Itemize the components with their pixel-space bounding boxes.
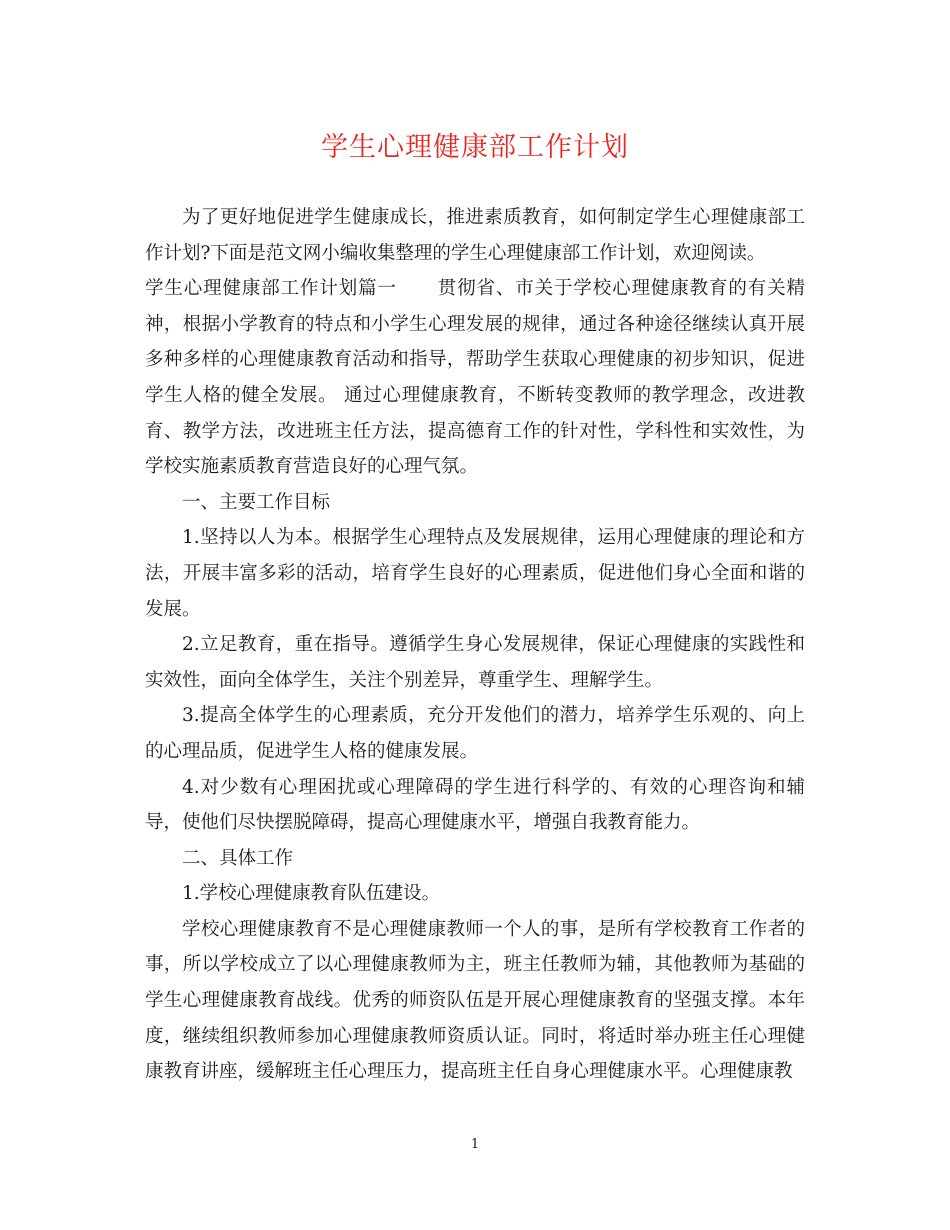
- part1-heading: 一、主要工作目标: [182, 491, 331, 513]
- work1-paragraph: 学校心理健康教育不是心理健康教师一个人的事，是所有学校教育工作者的事，所以学校成立了以心理健康教师为主，班主任教师为辅，其他教师为基础的学生心理健康教育战线。优秀的师资队伍是开展心理健康教育的坚强支撑。本年度，继续组织教师参加心理健康教师资质认证。同时，将适时举办班主任心理健康教育讲座，缓解班主任心理压力，提高班主任自身心理健康水平。心理健康教: [145, 918, 805, 1083]
- goal-2: 2.立足教育，重在指导。遵循学生身心发展规律，保证心理健康的实践性和实效性，面向全体学生，关注个别差异，尊重学生、理解学生。: [145, 634, 805, 691]
- section-heading: 学生心理健康部工作计划篇一: [145, 278, 397, 300]
- section-paragraph: [145, 271, 805, 485]
- intro-paragraph: 为了更好地促进学生健康成长，推进素质教育，如何制定学生心理健康部工作计划?下面是范文网小编收集整理的学生心理健康部工作计划，欢迎阅读。: [145, 207, 805, 264]
- section-lead-text: 贯彻省、市关于学校心理健康教育的有关精神，根据小学教育的特点和小学生心理发展的规律，通过各种途径继续认真开展多种多样的心理健康教育活动和指导，帮助学生获取心理健康的初步知识，促进学生人格的健全发展。 通过心理健康教育，不断转变教师的教学理念，改进教育、教学方法，改进班主任方法，提高德育工作的针对性，学科性和实效性，为学校实施素质教育营造良好的心理气氛。: [145, 278, 805, 478]
- goal-1: 1.坚持以人为本。根据学生心理特点及发展规律，运用心理健康的理论和方法，开展丰富多彩的活动，培育学生良好的心理素质，促进他们身心全面和谐的发展。: [145, 527, 805, 620]
- part2-heading: 二、具体工作: [182, 847, 294, 869]
- goal-3: 3.提高全体学生的心理素质，充分开发他们的潜力，培养学生乐观的、向上的心理品质，促进学生人格的健康发展。: [145, 705, 805, 762]
- page-number: 1: [470, 1137, 480, 1152]
- work1-heading: 1.学校心理健康教育队伍建设。: [182, 883, 441, 905]
- document-title: 学生心理健康部工作计划: [321, 132, 629, 163]
- goal-4: 4.对少数有心理困扰或心理障碍的学生进行科学的、有效的心理咨询和辅导，使他们尽快摆脱障碍，提高心理健康水平，增强自我教育能力。: [145, 776, 805, 834]
- document-body: [145, 200, 805, 1090]
